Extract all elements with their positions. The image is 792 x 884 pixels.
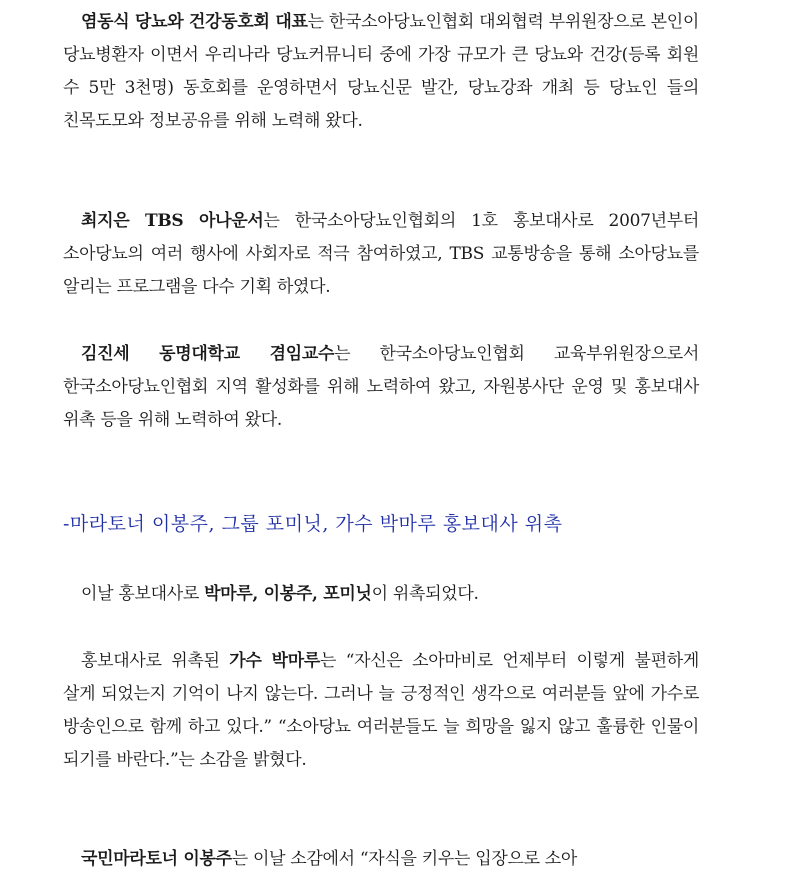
announcement-post: 이 위촉되었다.	[371, 584, 479, 604]
paragraph-announcement	[63, 578, 479, 611]
section-heading: -마라토너 이봉주, 그룹 포미닛, 가수 박마루 홍보대사 위촉	[63, 513, 563, 535]
ambassador-names-bold: 박마루, 이봉주, 포미닛	[204, 584, 372, 604]
person-name-bold: 국민마라토너 이봉주	[81, 849, 232, 869]
paragraph-yeom-dongsik	[63, 6, 699, 138]
paragraph-text: 는 이날 소감에서 “자식을 키우는 입장으로 소아	[231, 849, 578, 869]
paragraph-park-maru	[63, 645, 699, 777]
paragraph-choi-jieun	[63, 205, 699, 304]
paragraph-lead: 홍보대사로 위촉된	[81, 651, 230, 671]
paragraph-text: 는 한국소아당뇨인협회 대외협력 부위원장으로 본인이 당뇨병환자 이면서 우리나라 당뇨커뮤니티 중에 가장 규모가 큰 당뇨와 건강(등록 회원 수 5만 3천명) 동호회를 운영하면서 당뇨신문 발간, 당뇨강좌 개최 등 당뇨인 들의 친목도모와 정보공유를 위해 노력해 왔다.	[63, 12, 699, 131]
paragraph-lee-bongju	[63, 843, 577, 876]
paragraph-text: 는 한국소아당뇨인협회 교육부위원장으로서 한국소아당뇨인협회 지역 활성화를 위해 노력하여 왔고, 자원봉사단 운영 및 홍보대사 위촉 등을 위해 노력하여 왔다.	[63, 344, 700, 430]
paragraph-text: 는 한국소아당뇨인협회의 1호 홍보대사로 2007년부터 소아당뇨의 여러 행사에 사회자로 적극 참여하였고, TBS 교통방송을 통해 소아당뇨를 알리는 프로그램을 다수 기획 하였다.	[63, 211, 699, 297]
person-name-bold: 염동식 당뇨와 건강동호회 대표	[81, 12, 308, 32]
person-name-bold: 김진세 동명대학교 겸임교수	[81, 344, 335, 364]
paragraph-kim-jinse	[63, 338, 699, 437]
paragraph-text: 는 “자신은 소아마비로 언제부터 이렇게 불편하게 살게 되었는지 기억이 나지 않는다. 그러나 늘 긍정적인 생각으로 여러분들 앞에 가수로 방송인으로 함께 하고 있다.” “소아당뇨 여러분들도 늘 희망을 잃지 않고 훌륭한 인물이 되기를 바란다.”는 소감을 밝혔다.	[63, 651, 700, 770]
person-name-bold: 가수 박마루	[229, 651, 321, 671]
person-name-bold: 최지은 TBS 아나운서	[81, 211, 264, 231]
announcement-pre: 이날 홍보대사로	[81, 584, 205, 604]
